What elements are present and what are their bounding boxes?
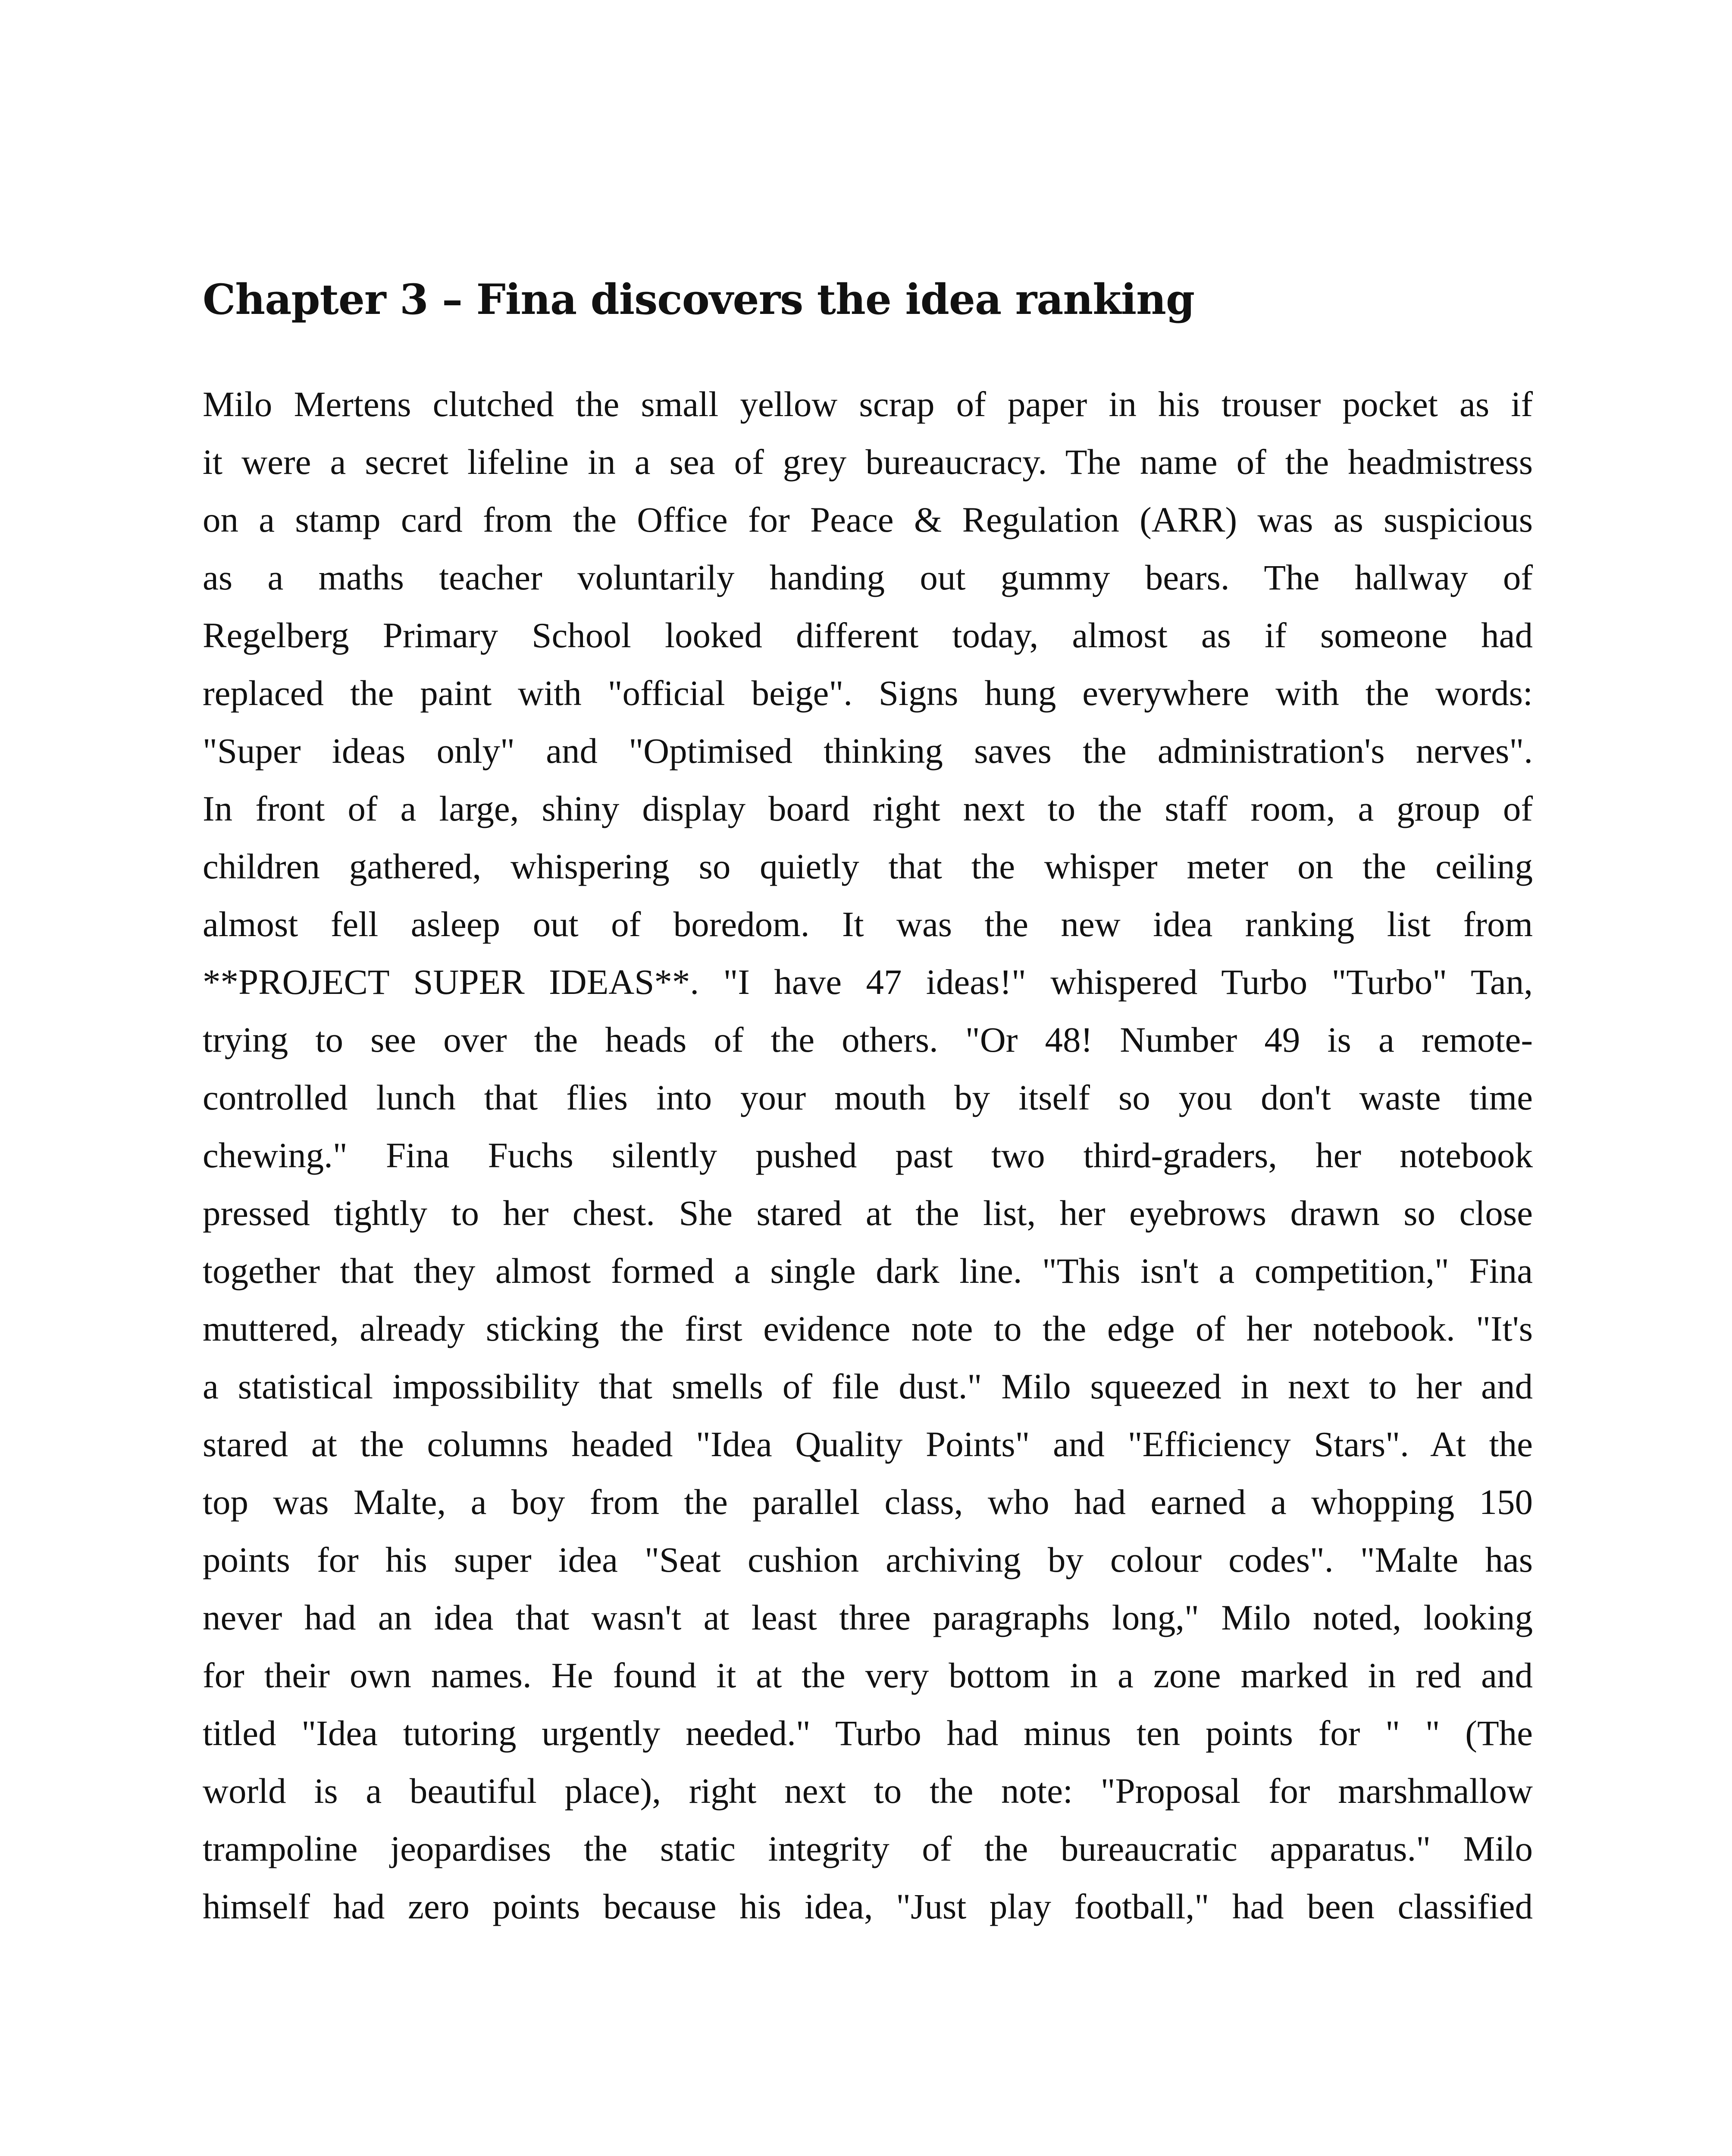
paragraph-line: a statistical impossibility that smells of file dust." Milo squeezed in next to her and (203, 1366, 1533, 1407)
chapter-paragraph (203, 375, 1533, 1935)
paragraph-line: almost fell asleep out of boredom. It was the new idea ranking list from (203, 904, 1533, 944)
paragraph-line: trampoline jeopardises the static integrity of the bureaucratic apparatus." Milo (203, 1829, 1533, 1869)
paragraph-line: trying to see over the heads of the others. "Or 48! Number 49 is a remote- (203, 1020, 1533, 1060)
paragraph-line: controlled lunch that flies into your mouth by itself so you don't waste time (203, 1078, 1533, 1118)
paragraph-line: pressed tightly to her chest. She stared at the list, her eyebrows drawn so close (203, 1193, 1533, 1233)
paragraph-line: himself had zero points because his idea, "Just play football," had been classified (203, 1887, 1533, 1927)
paragraph-line: chewing." Fina Fuchs silently pushed past two third-graders, her notebook (203, 1135, 1533, 1175)
paragraph-line: as a maths teacher voluntarily handing out gummy bears. The hallway of (203, 558, 1533, 598)
paragraph-line: replaced the paint with "official beige". Signs hung everywhere with the words: (203, 673, 1533, 713)
paragraph-line: world is a beautiful place), right next to the note: "Proposal for marshmallow (203, 1771, 1533, 1811)
paragraph-line: points for his super idea "Seat cushion archiving by colour codes". "Malte has (203, 1540, 1533, 1580)
paragraph-line: never had an idea that wasn't at least three paragraphs long," Milo noted, looking (203, 1598, 1533, 1638)
chapter-title: Chapter 3 – Fina discovers the idea ranking (203, 275, 1195, 324)
paragraph-line: it were a secret lifeline in a sea of grey bureaucracy. The name of the headmistress (203, 442, 1533, 482)
paragraph-line: **PROJECT SUPER IDEAS**. "I have 47 ideas!" whispered Turbo "Turbo" Tan, (203, 962, 1533, 1002)
paragraph-line: together that they almost formed a single dark line. "This isn't a competition," Fina (203, 1251, 1533, 1291)
paragraph-line: titled "Idea tutoring urgently needed." Turbo had minus ten points for " " (The (203, 1713, 1533, 1753)
paragraph-line: on a stamp card from the Office for Peace & Regulation (ARR) was as suspicious (203, 500, 1533, 540)
paragraph-line: children gathered, whispering so quietly that the whisper meter on the ceiling (203, 846, 1533, 887)
paragraph-line: stared at the columns headed "Idea Quality Points" and "Efficiency Stars". At the (203, 1424, 1533, 1464)
paragraph-line: Milo Mertens clutched the small yellow scrap of paper in his trouser pocket as if (203, 384, 1533, 424)
paragraph-line: top was Malte, a boy from the parallel class, who had earned a whopping 150 (203, 1482, 1533, 1522)
paragraph-line: for their own names. He found it at the very bottom in a zone marked in red and (203, 1655, 1533, 1695)
paragraph-line: Regelberg Primary School looked different today, almost as if someone had (203, 615, 1533, 655)
paragraph-line: In front of a large, shiny display board right next to the staff room, a group of (203, 789, 1533, 829)
page-content (203, 276, 1533, 1935)
paragraph-line: "Super ideas only" and "Optimised thinking saves the administration's nerves". (203, 731, 1533, 771)
paragraph-line: muttered, already sticking the first evidence note to the edge of her notebook. "It's (203, 1309, 1533, 1349)
